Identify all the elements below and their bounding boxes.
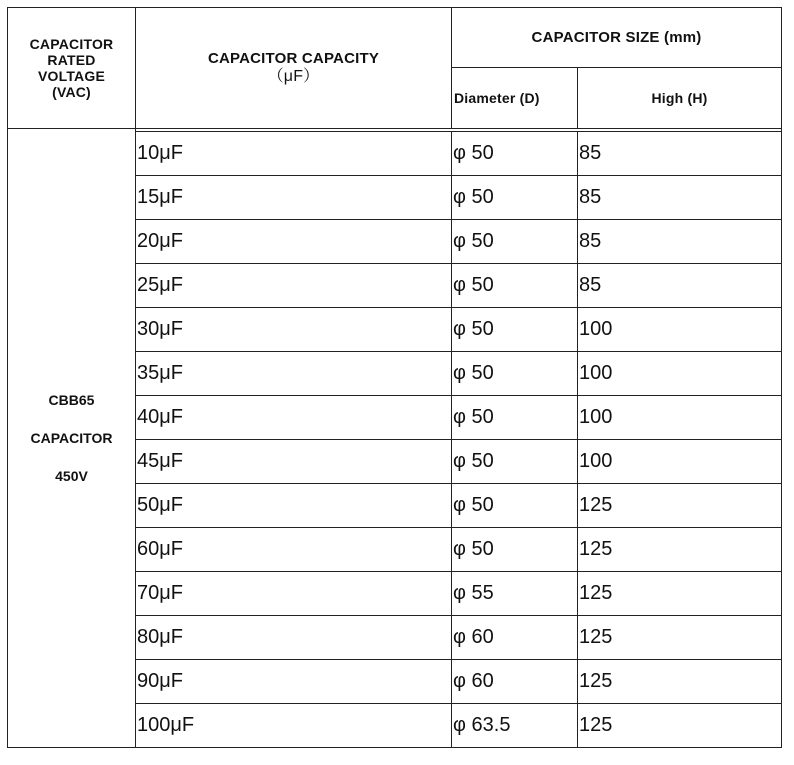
high-cell: 125 bbox=[578, 484, 782, 528]
diameter-cell: φ 50 bbox=[452, 308, 578, 352]
capacity-cell: 35μF bbox=[136, 352, 452, 396]
capacitor-spec-table-container bbox=[7, 7, 782, 748]
diameter-cell: φ 50 bbox=[452, 528, 578, 572]
high-cell: 85 bbox=[578, 264, 782, 308]
diameter-cell: φ 50 bbox=[452, 352, 578, 396]
header-voltage-line-3: VOLTAGE bbox=[38, 68, 105, 84]
capacity-cell: 25μF bbox=[136, 264, 452, 308]
header-voltage-line-1: CAPACITOR bbox=[29, 36, 114, 52]
diameter-cell: φ 63.5 bbox=[452, 704, 578, 748]
capacity-cell: 30μF bbox=[136, 308, 452, 352]
diameter-cell: φ 55 bbox=[452, 572, 578, 616]
diameter-cell: φ 60 bbox=[452, 616, 578, 660]
group-line-3: 450V bbox=[55, 468, 88, 484]
header-capacity bbox=[136, 8, 452, 129]
high-cell: 85 bbox=[578, 176, 782, 220]
capacity-cell: 100μF bbox=[136, 704, 452, 748]
high-cell: 125 bbox=[578, 572, 782, 616]
capacity-cell: 50μF bbox=[136, 484, 452, 528]
diameter-cell: φ 50 bbox=[452, 220, 578, 264]
group-line-2: CAPACITOR bbox=[30, 430, 113, 446]
capacity-cell: 15μF bbox=[136, 176, 452, 220]
capacity-cell: 40μF bbox=[136, 396, 452, 440]
capacitor-spec-table bbox=[7, 7, 782, 748]
header-voltage-line-2: RATED bbox=[47, 52, 96, 68]
high-cell: 85 bbox=[578, 220, 782, 264]
high-cell: 100 bbox=[578, 308, 782, 352]
diameter-cell: φ 50 bbox=[452, 396, 578, 440]
capacity-cell: 60μF bbox=[136, 528, 452, 572]
header-rated-voltage bbox=[8, 8, 136, 129]
capacity-cell: 10μF bbox=[136, 132, 452, 176]
high-cell: 125 bbox=[578, 616, 782, 660]
high-cell: 100 bbox=[578, 440, 782, 484]
header-diameter: Diameter (D) bbox=[452, 68, 578, 129]
high-cell: 125 bbox=[578, 704, 782, 748]
header-capacity-title: CAPACITOR CAPACITY bbox=[207, 50, 380, 67]
header-capacity-unit: （μF） bbox=[267, 68, 320, 85]
capacitor-group-label bbox=[8, 129, 136, 748]
diameter-cell: φ 50 bbox=[452, 176, 578, 220]
capacity-cell: 90μF bbox=[136, 660, 452, 704]
high-cell: 85 bbox=[578, 132, 782, 176]
high-cell: 100 bbox=[578, 396, 782, 440]
diameter-cell: φ 50 bbox=[452, 484, 578, 528]
header-voltage-line-4: (VAC) bbox=[52, 84, 91, 100]
diameter-cell: φ 50 bbox=[452, 440, 578, 484]
high-cell: 100 bbox=[578, 352, 782, 396]
capacity-cell: 80μF bbox=[136, 616, 452, 660]
diameter-cell: φ 50 bbox=[452, 132, 578, 176]
header-size: CAPACITOR SIZE (mm) bbox=[452, 8, 782, 68]
header-high: High (H) bbox=[578, 68, 782, 129]
diameter-cell: φ 60 bbox=[452, 660, 578, 704]
high-cell: 125 bbox=[578, 528, 782, 572]
high-cell: 125 bbox=[578, 660, 782, 704]
group-line-1: CBB65 bbox=[48, 392, 95, 408]
capacity-cell: 20μF bbox=[136, 220, 452, 264]
capacity-cell: 45μF bbox=[136, 440, 452, 484]
capacity-cell: 70μF bbox=[136, 572, 452, 616]
diameter-cell: φ 50 bbox=[452, 264, 578, 308]
